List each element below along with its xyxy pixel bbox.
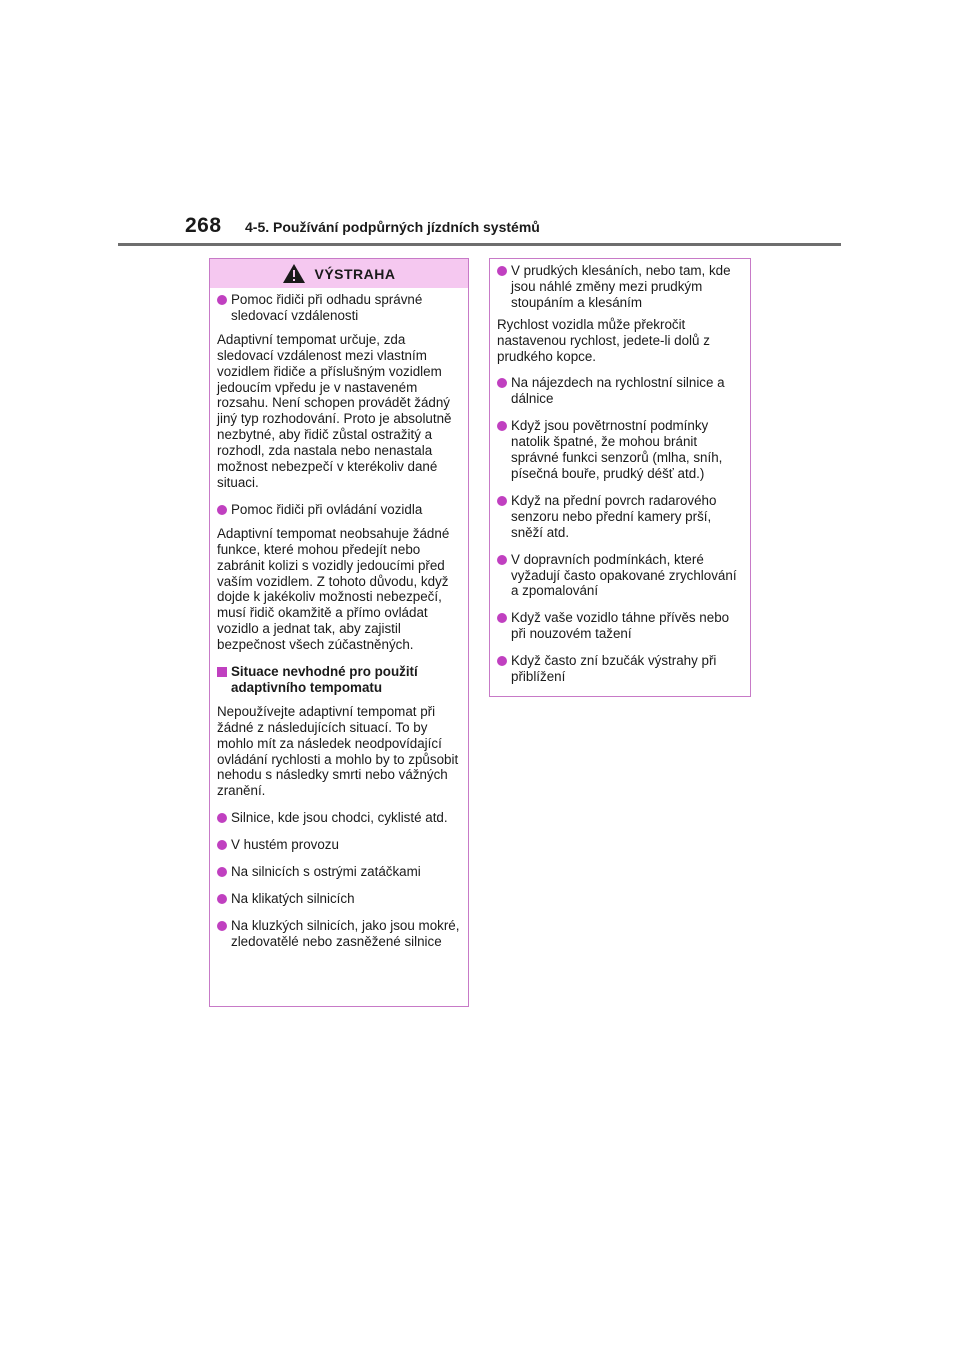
paragraph: Rychlost vozidla může překročit nastavenou rychlost, jedete-li dolů z prudkého kopce. xyxy=(497,316,710,364)
section-title: 4-5. Používání podpůrných jízdních systémů xyxy=(245,219,540,235)
bullet-icon xyxy=(217,891,231,907)
bullet-icon xyxy=(217,837,231,853)
list-item xyxy=(497,653,744,685)
list-item xyxy=(497,418,744,482)
bullet-icon xyxy=(497,552,511,600)
paragraph: Adaptivní tempomat určuje, zda sledovací vzdálenost mezi vlastním vozidlem řidiče a příslušným vozidlem jedoucím vpředu je v nastaveném rozsahu. Není schopen provádět žádný jiný typ rozhodování. Proto je absolutně nezbytné, aby řidič zůstal ostražitý a rozhodl, zda nastala nebo nenastala možnost nebezpečí v kterékoliv dané situaci. xyxy=(217,331,452,490)
list-item-text: Silnice, kde jsou chodci, cyklisté atd. xyxy=(231,810,448,826)
paragraph: Adaptivní tempomat neobsahuje žádné funkce, které mohou předejít nebo zabránit kolizi s vozidly jedoucími před vaším vozidlem. Z tohoto důvodu, když dojde k jakékoliv možnosti nebezpečí, musí řidič okamžitě a přímo ovládat vozidlo a jednat tak, aby zajistil bezpečnost všech zúčastněných. xyxy=(217,525,450,653)
bullet-icon xyxy=(497,375,511,407)
list-item-text: Když jsou povětrnostní podmínky natolik špatné, že mohou bránit správné funkci senzorů (mlha, sníh, písečná bouře, prudký déšť atd.) xyxy=(511,418,723,481)
page-number: 268 xyxy=(185,214,222,237)
bullet-icon xyxy=(217,292,231,324)
bullet-icon xyxy=(497,610,511,642)
warning-header xyxy=(210,259,468,288)
list-item xyxy=(217,918,462,950)
list-item-text: Na klikatých silnicích xyxy=(231,891,355,906)
list-item xyxy=(497,263,744,311)
list-item xyxy=(497,375,744,407)
list-item xyxy=(217,810,462,826)
subsection-heading xyxy=(217,664,462,696)
bullet-icon xyxy=(497,263,511,311)
warning-triangle-icon xyxy=(282,263,306,284)
square-bullet-icon xyxy=(217,664,231,696)
list-item-text: Na silnicích s ostrými zatáčkami xyxy=(231,864,421,880)
header-divider xyxy=(118,243,841,246)
subsection-heading-text: Situace nevhodné pro použití adaptivního tempomatu xyxy=(231,664,418,695)
bullet-icon xyxy=(497,418,511,482)
bullet-icon xyxy=(217,810,231,826)
list-item xyxy=(217,837,462,853)
list-item xyxy=(497,493,744,541)
list-item-text: Pomoc řidiči při odhadu správné sledovací vzdálenosti xyxy=(231,292,423,323)
list-item xyxy=(217,292,462,324)
list-item xyxy=(497,552,744,600)
list-item-text: V hustém provozu xyxy=(231,837,339,853)
list-item xyxy=(217,891,462,907)
warning-box-left xyxy=(209,258,469,1007)
list-item xyxy=(217,864,462,880)
bullet-icon xyxy=(217,918,231,950)
list-item-text: V dopravních podmínkách, které vyžadují často opakované zrychlování a zpomalování xyxy=(511,551,737,599)
list-item xyxy=(217,502,462,518)
list-item xyxy=(497,610,744,642)
bullet-icon xyxy=(497,653,511,685)
bullet-icon xyxy=(497,493,511,541)
list-item-text: Na nájezdech na rychlostní silnice a dálnice xyxy=(511,375,725,407)
list-item-text: Na kluzkých silnicích, jako jsou mokré, zledovatělé nebo zasněžené silnice xyxy=(231,917,460,949)
bullet-icon xyxy=(217,502,231,518)
list-item-text: V prudkých klesáních, nebo tam, kde jsou náhlé změny mezi prudkým stoupáním a klesáním xyxy=(511,263,731,310)
list-item-text: Když často zní bzučák výstrahy při přiblížení xyxy=(511,653,717,685)
warning-box-right xyxy=(489,258,751,697)
warning-title: VÝSTRAHA xyxy=(314,265,396,282)
list-item-text: Pomoc řidiči při ovládání vozidla xyxy=(231,501,423,517)
bullet-icon xyxy=(217,864,231,880)
list-item-text: Když vaše vozidlo táhne přívěs nebo při nouzovém tažení xyxy=(511,610,730,642)
list-item-text: Když na přední povrch radarového senzoru nebo přední kamery prší, sněží atd. xyxy=(511,492,717,540)
paragraph: Nepoužívejte adaptivní tempomat při žádné z následujících situací. To by mohlo mít za následek neodpovídající ovládání rychlosti a mohlo by to způsobit nehodu s následky smrti nebo vážných zranění. xyxy=(217,703,459,799)
